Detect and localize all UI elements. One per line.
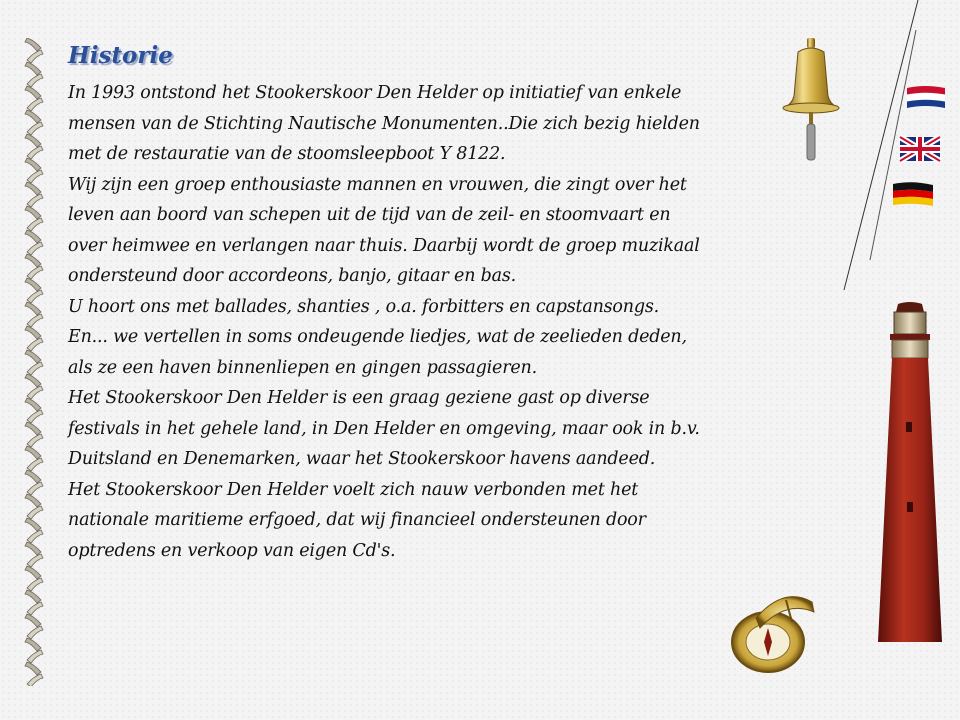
rope-strand: [25, 62, 41, 75]
rope-strand: [25, 182, 41, 195]
rope-strand: [27, 506, 43, 519]
rope-strand: [25, 86, 41, 99]
lighthouse-icon: [872, 302, 948, 644]
rope-strand: [27, 50, 43, 63]
rope-strand: [25, 590, 41, 603]
rope-strand: [25, 614, 41, 627]
text-line: met de restauratie van de stoomsleepboot Y 8122.: [68, 144, 506, 164]
text-line: nationale maritieme erfgoed, dat wij financieel ondersteunen door: [68, 510, 646, 530]
rope-border: [22, 38, 46, 686]
text-line: Duitsland en Denemarken, waar het Stookerskoor havens aandeed.: [68, 449, 656, 469]
rope-strand: [25, 398, 41, 411]
rope-strand: [27, 122, 43, 135]
rope-strand: [25, 638, 41, 651]
rope-strand: [25, 206, 41, 219]
history-text: [68, 78, 768, 566]
dutch-flag-icon: [905, 84, 947, 112]
rope-strand: [27, 386, 43, 399]
british-flag-icon: [898, 134, 942, 164]
text-line: als ze een haven binnenliepen en gingen passagieren.: [68, 357, 537, 378]
rope-strand: [27, 554, 43, 567]
text-line: ondersteund door accordeons, banjo, gitaar en bas.: [68, 266, 517, 286]
text-line: In 1993 ontstond het Stookerskoor Den Helder op initiatief van enkele: [68, 83, 682, 103]
bell-icon: [778, 38, 844, 162]
rope-strand: [27, 458, 43, 471]
rope-strand: [25, 326, 41, 339]
rope-strand: [25, 662, 41, 675]
text-line: mensen van de Stichting Nautische Monumenten..Die zich bezig hielden: [68, 113, 700, 134]
text-line: optredens en verkoop van eigen Cd's.: [68, 540, 396, 561]
rope-strand: [25, 422, 41, 435]
rope-strand: [27, 218, 43, 231]
rope-strand: [27, 626, 43, 639]
text-line: festivals in het gehele land, in Den Helder en omgeving, maar ook in b.v.: [68, 418, 700, 439]
rope-strand: [27, 170, 43, 183]
rope-strand: [25, 38, 41, 51]
rope-strand: [25, 518, 41, 531]
rope-strand: [27, 434, 43, 447]
text-line: Het Stookerskoor Den Helder is een graag geziene gast op diverse: [68, 388, 650, 408]
rope-strand: [25, 278, 41, 291]
rope-strand: [27, 242, 43, 255]
rope-strand: [25, 470, 41, 483]
rope-strand: [27, 482, 43, 495]
page-title: Historie: [68, 42, 173, 69]
rope-strand: [25, 302, 41, 315]
rope-strand: [25, 134, 41, 147]
rope-strand: [27, 530, 43, 543]
rope-strand: [27, 338, 43, 351]
rope-strand: [27, 578, 43, 591]
rope-strand: [25, 110, 41, 123]
rope-strand: [25, 350, 41, 363]
rope-strand: [25, 566, 41, 579]
rope-strand: [25, 158, 41, 171]
rope-strand: [27, 266, 43, 279]
rope-strand: [27, 314, 43, 327]
rope-strand: [25, 446, 41, 459]
rope-strand: [27, 650, 43, 663]
rope-strand: [27, 602, 43, 615]
text-line: Wij zijn een groep enthousiaste mannen en vrouwen, die zingt over het: [68, 174, 687, 195]
text-line: over heimwee en verlangen naar thuis. Daarbij wordt de groep muzikaal: [68, 235, 700, 256]
text-line: En... we vertellen in soms ondeugende liedjes, wat de zeelieden deden,: [68, 327, 687, 347]
text-line: Het Stookerskoor Den Helder voelt zich nauw verbonden met het: [68, 479, 639, 500]
rope-strand: [27, 674, 43, 686]
rope-strand: [27, 362, 43, 375]
text-line: leven aan boord van schepen uit de tijd van de zeil- en stoomvaart en: [68, 205, 671, 225]
text-line: U hoort ons met ballades, shanties , o.a. forbitters en capstansongs.: [68, 296, 659, 317]
rope-strand: [27, 410, 43, 423]
rope-strand: [25, 494, 41, 507]
rope-strand: [27, 146, 43, 159]
rope-strand: [25, 542, 41, 555]
compass-sundial-icon: [726, 578, 826, 678]
history-section: [68, 40, 768, 566]
rope-strand: [27, 98, 43, 111]
rope-strand: [27, 194, 43, 207]
rope-strand: [27, 74, 43, 87]
german-flag-icon: [890, 180, 936, 210]
rope-strand: [25, 230, 41, 243]
rope-strand: [25, 254, 41, 267]
rope-strand: [25, 374, 41, 387]
rope-strand: [27, 290, 43, 303]
